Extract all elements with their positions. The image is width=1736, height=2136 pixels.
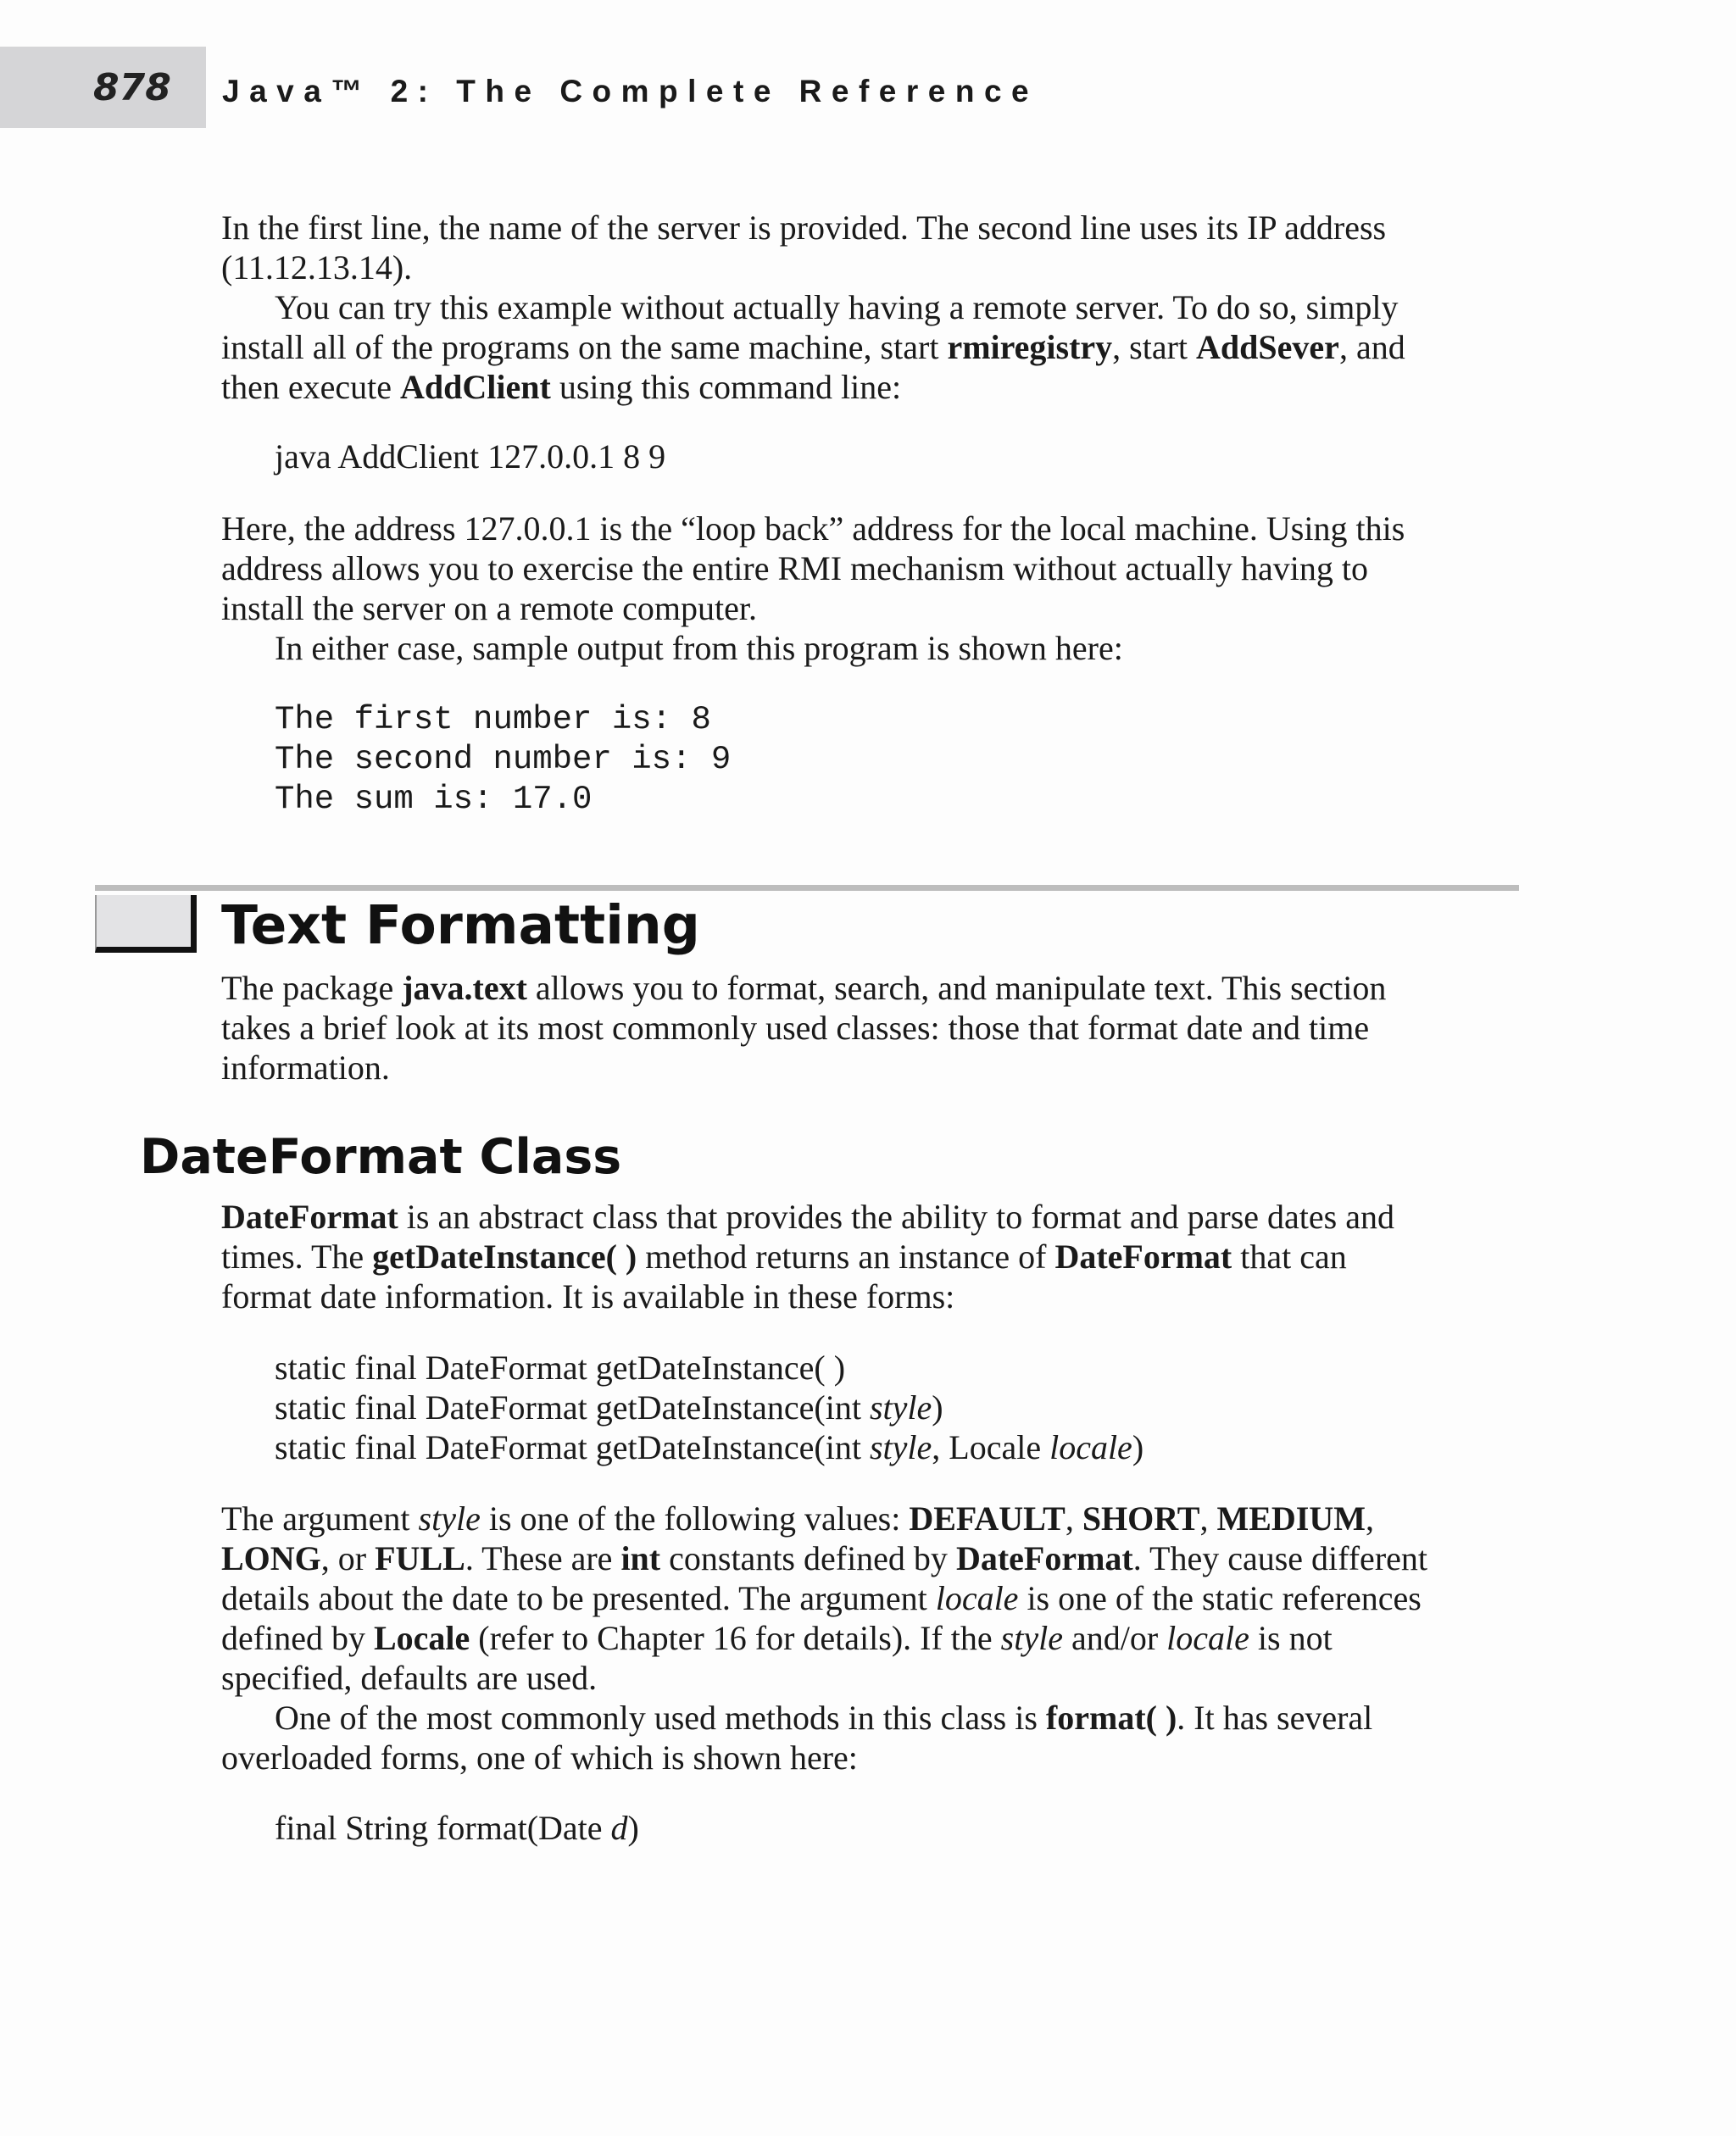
program-output-line: The second number is: 9 — [275, 741, 732, 778]
body-line: takes a brief look at its most commonly used classes: those that format date and time — [221, 1009, 1370, 1047]
inline-code: AddSever — [1196, 328, 1339, 366]
body-line: In the first line, the name of the server is provided. The second line uses its IP address — [221, 209, 1387, 247]
section-rule — [95, 885, 1519, 891]
section-title: Text Formatting — [221, 894, 700, 956]
body-line: LONG, or FULL. These are int constants defined by DateFormat. They cause different — [221, 1539, 1427, 1577]
body-line: (11.12.13.14). — [221, 248, 413, 286]
inline-code: AddClient — [400, 368, 551, 406]
body-line: Here, the address 127.0.0.1 is the “loop back” address for the local machine. Using this — [221, 509, 1405, 548]
body-line: You can try this example without actually having a remote server. To do so, simply — [275, 288, 1399, 326]
body-line: The argument style is one of the following values: DEFAULT, SHORT, MEDIUM, — [221, 1499, 1374, 1538]
body-line: install all of the programs on the same machine, start rmiregistry, start AddSever, and — [221, 328, 1405, 366]
page-number: 878 — [93, 66, 171, 109]
body-line: then execute AddClient using this command line: — [221, 368, 902, 406]
subsection-title: DateFormat Class — [140, 1129, 622, 1185]
method-signature: static final DateFormat getDateInstance(int style, Locale locale) — [275, 1428, 1144, 1466]
body-line: One of the most commonly used methods in this class is format( ). It has several — [275, 1699, 1373, 1737]
inline-code: rmiregistry — [947, 328, 1113, 366]
method-signature: static final DateFormat getDateInstance( ) — [275, 1349, 846, 1387]
inline-code: DateFormat — [221, 1198, 398, 1236]
program-output-line: The sum is: 17.0 — [275, 781, 593, 818]
body-line: format date information. It is available in these forms: — [221, 1277, 955, 1316]
body-line: defined by Locale (refer to Chapter 16 for details). If the style and/or locale is not — [221, 1619, 1333, 1657]
inline-code: java.text — [402, 969, 527, 1007]
body-line: The package java.text allows you to format, search, and manipulate text. This section — [221, 969, 1387, 1007]
inline-code: getDateInstance( ) — [372, 1238, 637, 1276]
section-marker — [95, 895, 197, 953]
body-line: install the server on a remote computer. — [221, 589, 758, 627]
method-signature: final String format(Date d) — [275, 1809, 639, 1847]
body-line: address allows you to exercise the entire RMI mechanism without actually having to — [221, 549, 1368, 587]
body-line: details about the date to be presented. The argument locale is one of the static references — [221, 1579, 1422, 1617]
body-line: In either case, sample output from this program is shown here: — [275, 629, 1123, 667]
running-title: Java™ 2: The Complete Reference — [222, 74, 1039, 108]
inline-code: DateFormat — [1054, 1238, 1232, 1276]
program-output-line: The first number is: 8 — [275, 701, 711, 738]
body-line: specified, defaults are used. — [221, 1659, 598, 1697]
command-line: java AddClient 127.0.0.1 8 9 — [275, 437, 666, 476]
body-line: information. — [221, 1049, 390, 1087]
method-signature: static final DateFormat getDateInstance(int style) — [275, 1388, 943, 1427]
body-line: times. The getDateInstance( ) method returns an instance of DateFormat that can — [221, 1238, 1347, 1276]
body-line: DateFormat is an abstract class that provides the ability to format and parse dates and — [221, 1198, 1394, 1236]
body-line: overloaded forms, one of which is shown here: — [221, 1738, 858, 1777]
